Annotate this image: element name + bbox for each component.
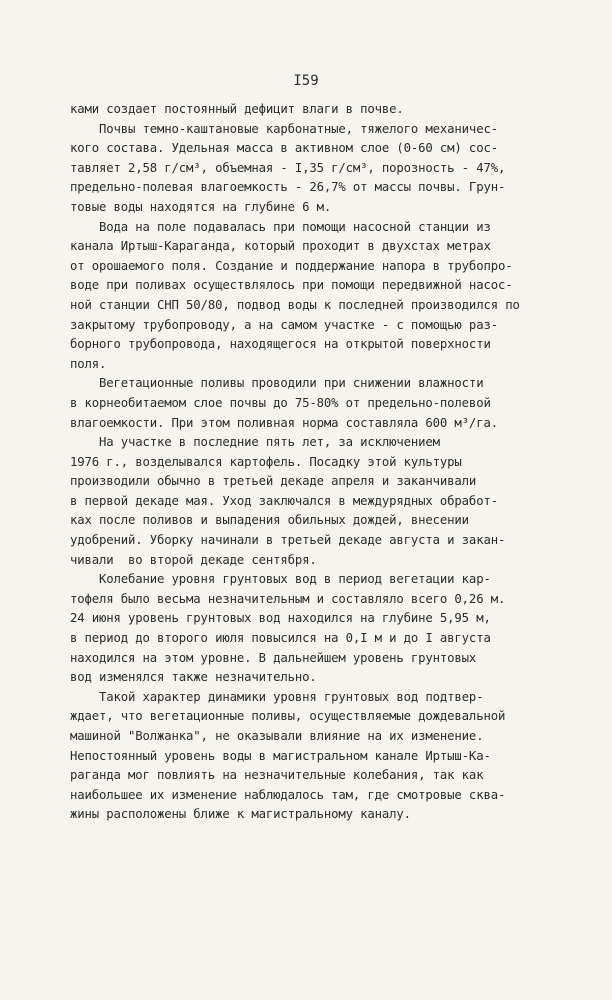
text-line: от орошаемого поля. Создание и поддержание напора в трубопро- [70, 258, 513, 273]
page-number: I59 [293, 73, 319, 89]
text-line: предельно-полевая влагоемкость - 26,7% от массы почвы. Грун- [70, 180, 506, 195]
text-line: закрытому трубопроводу, а на самом участке - с помощью раз- [70, 317, 498, 332]
text-line: в первой декаде мая. Уход заключался в междурядных обработ- [70, 493, 498, 508]
text-line: кого состава. Удельная масса в активном слое (0-60 см) сос- [70, 141, 498, 156]
text-line: тофеля было весьма незначительным и составляло всего 0,26 м. [70, 591, 506, 606]
text-line: Колебание уровня грунтовых вод в период вегетации кар- [70, 572, 491, 587]
text-line: в период до второго июля повысился на 0,I м и до I августа [70, 631, 491, 646]
text-line: Непостоянный уровень воды в магистральном канале Иртыш-Ка- [70, 748, 491, 763]
text-line: раганда мог повлиять на незначительные колебания, так как [70, 768, 484, 783]
text-line: Почвы темно-каштановые карбонатные, тяжелого механичес- [70, 121, 498, 136]
text-line: находился на этом уровне. В дальнейшем уровень грунтовых [70, 650, 477, 665]
text-line: борного трубопровода, находящегося на открытой поверхности [70, 337, 491, 352]
text-line: Вода на поле подавалась при помощи насосной станции из [70, 219, 491, 234]
text-line: удобрений. Уборку начинали в третьей декаде августа и закан- [70, 533, 506, 548]
text-line: товые воды находятся на глубине 6 м. [70, 199, 332, 214]
text-line: жины расположены ближе к магистральному каналу. [70, 807, 411, 822]
text-line: наибольшее их изменение наблюдалось там, где смотровые сква- [70, 787, 506, 802]
text-line: воде при поливах осуществлялось при помощи передвижной насос- [70, 278, 513, 293]
text-line: 24 июня уровень грунтовых вод находился на глубине 5,95 м, [70, 611, 491, 626]
text-line: машиной "Волжанка", не оказывали влияние на их изменение. [70, 729, 484, 743]
text-line: поля. [70, 356, 107, 371]
text-line: На участке в последние пять лет, за исключением [70, 435, 440, 450]
text-line: производили обычно в третьей декаде апреля и заканчивали [70, 474, 477, 489]
text-line: ной станции СНП 50/80, подвод воды к последней производился по [70, 297, 520, 312]
text-line: ками создает постоянный дефицит влаги в почве. [70, 102, 404, 116]
text-line: чивали во второй декаде сентября. [70, 552, 317, 567]
body-text [70, 100, 570, 825]
text-line: влагоемкости. При этом поливная норма составляла 600 м³/га. [70, 415, 498, 430]
text-line: вод изменялся также незначительно. [70, 670, 317, 685]
text-line: ждает, что вегетационные поливы, осуществляемые дождевальной [70, 709, 506, 724]
text-line: Вегетационные поливы проводили при снижении влажности [70, 376, 484, 391]
text-line: 1976 г., возделывался картофель. Посадку этой культуры [70, 454, 462, 469]
text-line: Такой характер динамики уровня грунтовых вод подтвер- [70, 689, 484, 704]
text-line: в корнеобитаемом слое почвы до 75-80% от предельно-полевой [70, 395, 491, 410]
text-line: ках после поливов и выпадения обильных дождей, внесении [70, 513, 469, 528]
text-line: канала Иртыш-Караганда, который проходит в двухстах метрах [70, 239, 491, 254]
text-line: тавляет 2,58 г/см³, объемная - I,35 г/см³, порозность - 47%, [70, 160, 506, 175]
